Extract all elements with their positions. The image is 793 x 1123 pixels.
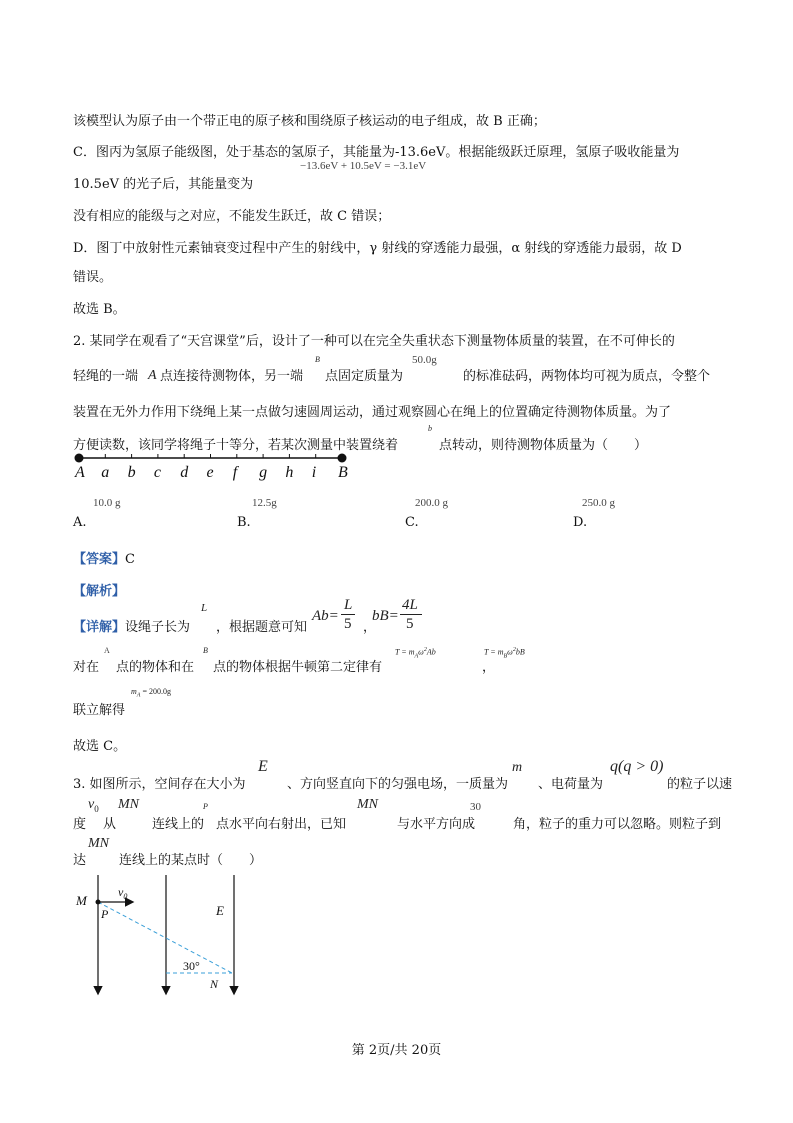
newton-equation-a xyxy=(395,645,436,661)
label-n: N xyxy=(210,977,219,991)
label-m: M xyxy=(76,893,87,908)
fraction-lhs: bB= xyxy=(372,608,399,624)
point-p-dot xyxy=(96,900,101,905)
text-line: 方便读数，该同学将绳子十等分，若某次测量中装置绕着 xyxy=(73,438,399,453)
answer-tag: 【答案】 xyxy=(73,552,126,567)
rope-diagram xyxy=(70,449,360,481)
label-p: P xyxy=(101,907,109,921)
math-var: P xyxy=(203,802,208,811)
option-c-label[interactable]: C. xyxy=(405,515,419,530)
v-symbol: v xyxy=(118,885,124,899)
option-d-label[interactable]: D. xyxy=(573,515,588,530)
fraction-den: 5 xyxy=(344,616,352,632)
math-var: A xyxy=(148,368,157,383)
eq-part: bB xyxy=(515,647,525,657)
eq-sub: B xyxy=(503,653,508,660)
analysis-tag-text: 【解析】 xyxy=(73,584,126,599)
rope-label-h: h xyxy=(285,464,294,481)
text-line: 点转动，则待测物体质量为（ ） xyxy=(439,438,648,453)
fraction-den: 5 xyxy=(406,616,414,632)
math-mass: 50.0g xyxy=(412,354,437,366)
answer-line xyxy=(73,552,135,568)
math-var: E xyxy=(258,758,268,775)
newton-equation-b xyxy=(484,645,525,661)
eq-part: ω xyxy=(418,647,424,657)
math-var: q(q > 0) xyxy=(610,758,664,775)
text-line: C．图丙为氢原子能级图，处于基态的氢原子，其能量为-13.6eV。根据能级跃迁原理，氢原子吸收能量为 xyxy=(73,145,680,160)
eq-part: m xyxy=(131,687,137,696)
text-line: ， xyxy=(482,660,496,675)
option-a-label[interactable]: A. xyxy=(73,515,87,530)
rope-label-A: A xyxy=(75,464,85,481)
energy-expression: −13.6eV + 10.5eV = −3.1eV xyxy=(300,160,427,172)
math-var: B xyxy=(315,355,320,364)
mn-dashed-line xyxy=(98,902,232,973)
rope-label-d: d xyxy=(180,464,189,481)
eq-sub: A xyxy=(136,692,141,699)
eq-part: Ab xyxy=(426,647,436,657)
fraction-lhs: Ab= xyxy=(312,608,339,624)
field-figure xyxy=(70,875,270,1000)
endpoint-b-dot xyxy=(338,454,347,463)
rope-label-g: g xyxy=(259,464,268,481)
text-line: 故选 B。 xyxy=(73,302,126,317)
text-line: 、方向竖直向下的匀强电场，一质量为 xyxy=(287,777,509,792)
eq-part: = 200.0g xyxy=(140,687,171,696)
math-var xyxy=(88,797,99,817)
eq-part: v xyxy=(88,797,95,812)
math-var: A xyxy=(104,646,110,655)
text-line: 连线上的某点时（ ） xyxy=(119,853,263,868)
text-line: 没有相应的能级与之对应，不能发生跃迁，故 C 错误； xyxy=(73,209,391,224)
text-line: 故选 C。 xyxy=(73,739,127,754)
text-line: 的粒子以速 xyxy=(667,777,733,792)
text-line: 从 xyxy=(103,817,117,832)
detail-text: 设绳子长为 xyxy=(125,620,191,635)
text-line: 达 xyxy=(73,853,87,868)
eq-part: T = m xyxy=(484,647,504,657)
endpoint-a-dot xyxy=(75,454,84,463)
fraction-num: L xyxy=(344,597,353,613)
label-v0 xyxy=(118,885,127,901)
fraction-num: 4L xyxy=(402,597,418,613)
math-var: B xyxy=(203,646,208,655)
rope-label-e: e xyxy=(206,464,214,481)
text-line: 对在 xyxy=(73,660,100,675)
text-line: 点固定质量为 xyxy=(325,369,404,384)
rope-label-a: a xyxy=(101,464,110,481)
rope-label-b: b xyxy=(127,464,136,481)
math-var: m xyxy=(512,760,523,775)
eq-sub: 0 xyxy=(94,803,99,814)
result-expression xyxy=(131,687,171,701)
text-line: 点水平向右射出，已知 xyxy=(216,817,347,832)
rope-label-f: f xyxy=(232,464,238,481)
answer-value: C xyxy=(125,552,135,567)
eq-sup: 2 xyxy=(423,647,427,653)
option-a-value: 10.0 g xyxy=(93,497,121,509)
text-line: 点连接待测物体，另一端 xyxy=(160,369,304,384)
text-line: 度 xyxy=(73,817,87,832)
page-footer: 第 2页/共 20页 xyxy=(351,1043,442,1058)
detail-tag: 【详解】 xyxy=(73,620,126,635)
rope-label-B: B xyxy=(338,464,348,481)
text-line: 10.5eV 的光子后，其能量变为 xyxy=(73,177,254,192)
rope-label-i: i xyxy=(311,464,317,481)
option-b-label[interactable]: B. xyxy=(237,515,251,530)
label-e: E xyxy=(216,903,224,918)
v-subscript: 0 xyxy=(123,892,128,901)
label-angle: 30° xyxy=(183,959,200,973)
math-var: MN xyxy=(88,836,109,851)
text-line: ，根据题意可知 xyxy=(216,620,308,635)
math-var: MN xyxy=(118,797,139,812)
detail-line xyxy=(73,620,190,636)
eq-part: ω xyxy=(507,647,513,657)
eq-part: T = m xyxy=(395,647,415,657)
question-3-text: 3. 如图所示，空间存在大小为 xyxy=(73,777,246,792)
text-line: 错误。 xyxy=(73,270,113,285)
text-line: 的标准砝码，两物体均可视为质点，令整个 xyxy=(463,369,711,384)
math-var: b xyxy=(428,424,432,433)
question-2-text: 2. 某同学在观看了“天宫课堂”后，设计了一种可以在完全失重状态下测量物体质量的装置，在不可伸长的 xyxy=(73,334,675,349)
text-line: 联立解得 xyxy=(73,703,126,718)
eq-sub: A xyxy=(414,653,419,660)
text-line: 角，粒子的重力可以忽略。则粒子到 xyxy=(513,817,722,832)
text-line: 点的物体根据牛顿第二定律有 xyxy=(213,660,383,675)
text-line: D．图丁中放射性元素铀衰变过程中产生的射线中，γ 射线的穿透能力最强，α 射线的穿透能力最弱，故 D xyxy=(73,241,682,256)
eq-sup: 2 xyxy=(512,647,516,653)
text-line: 装置在无外力作用下绕绳上某一点做匀速圆周运动，通过观察圆心在绳上的位置确定待测物体质量。为了 xyxy=(73,405,672,420)
option-b-value: 12.5g xyxy=(252,497,277,509)
fraction-bar xyxy=(341,614,355,615)
option-d-value: 250.0 g xyxy=(582,497,615,509)
text-line: 该模型认为原子由一个带正电的原子核和围绕原子核运动的电子组成，故 B 正确； xyxy=(73,114,546,129)
text-line: 点的物体和在 xyxy=(116,660,195,675)
math-var: L xyxy=(201,602,208,614)
text-line: 与水平方向成 xyxy=(397,817,476,832)
text-line: ， xyxy=(363,620,377,635)
text-line: 、电荷量为 xyxy=(538,777,604,792)
text-line: 连线上的 xyxy=(152,817,205,832)
option-c-value: 200.0 g xyxy=(415,497,448,509)
text-line: 轻绳的一端 xyxy=(73,369,139,384)
math-var: 30 xyxy=(470,801,481,813)
analysis-tag xyxy=(73,584,125,600)
math-var: MN xyxy=(357,797,378,812)
rope-label-c: c xyxy=(153,464,162,481)
fraction-bar xyxy=(400,614,422,615)
